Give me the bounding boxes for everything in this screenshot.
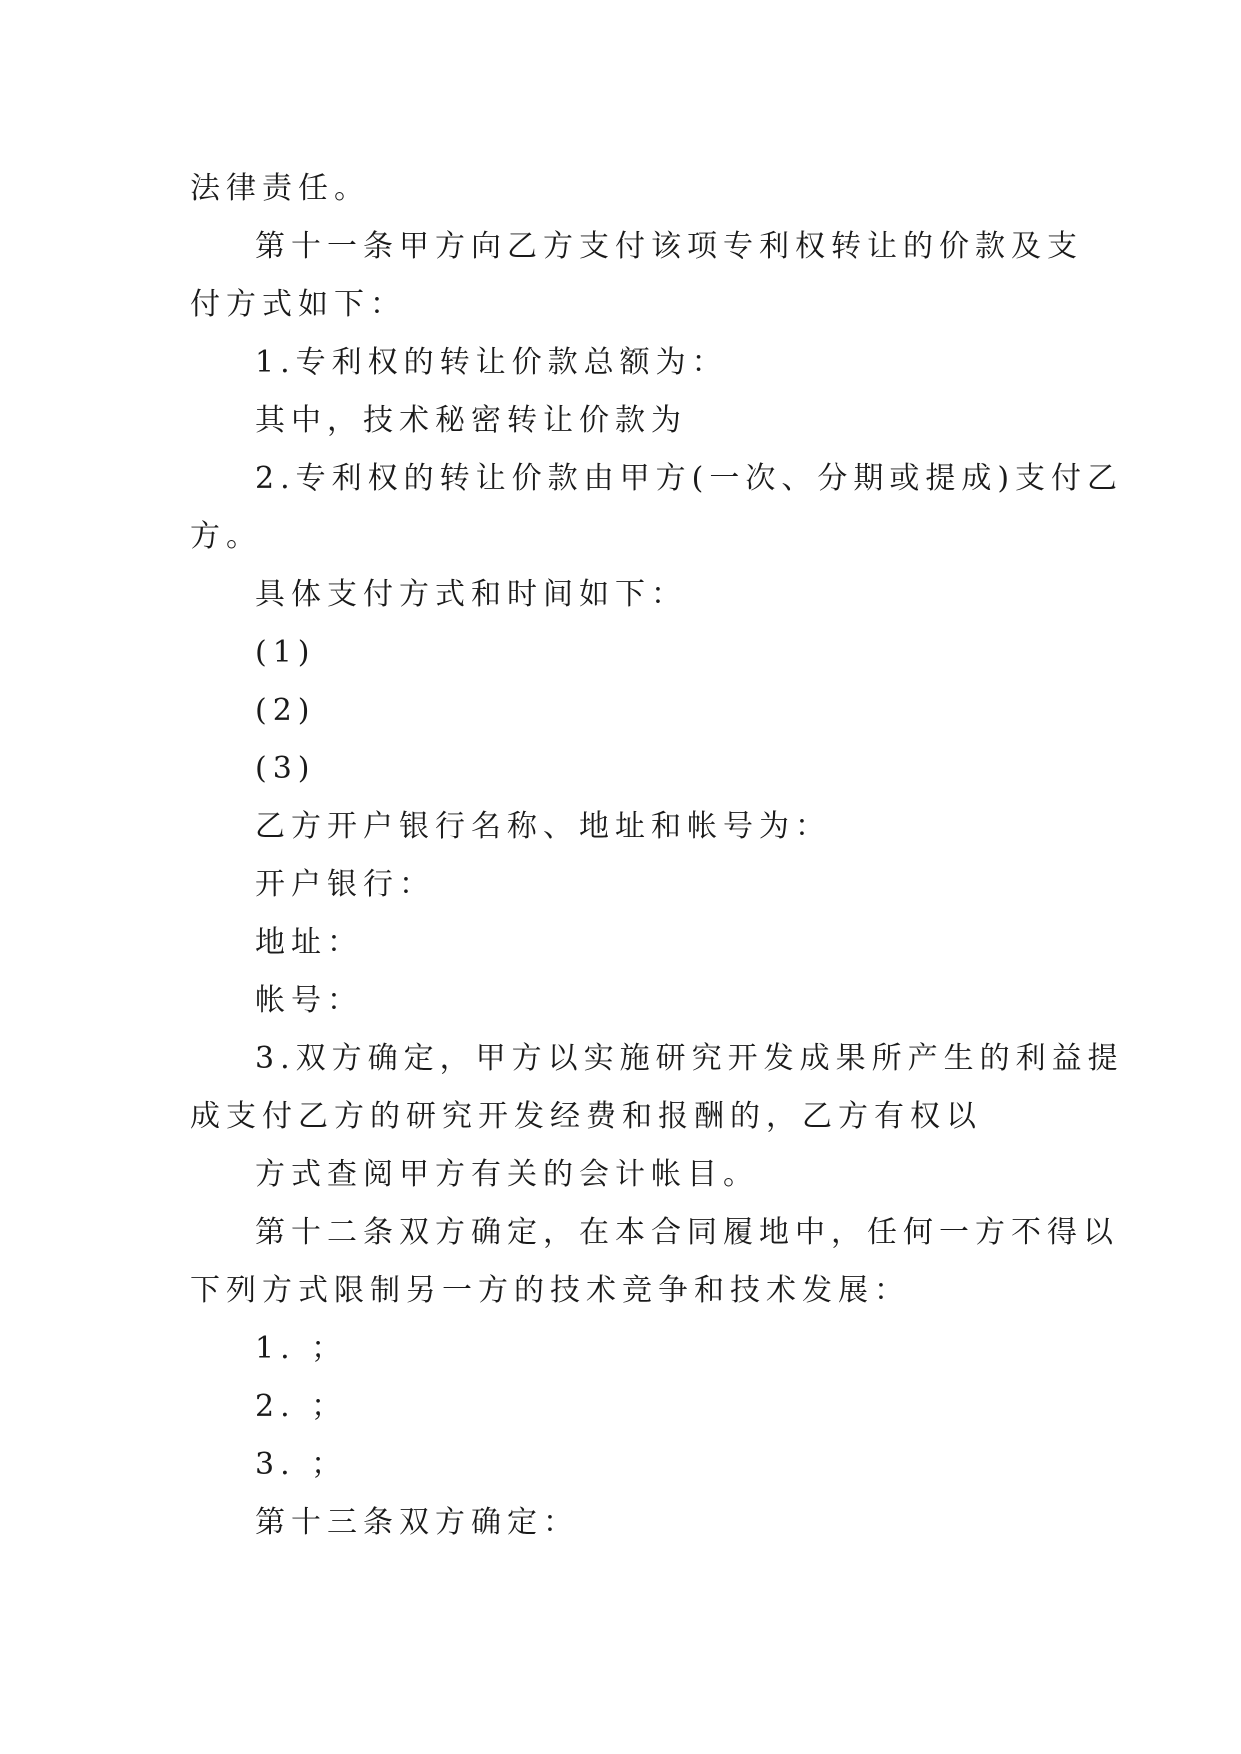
paragraph-line: 方式查阅甲方有关的会计帐目。 bbox=[255, 1157, 759, 1192]
article-11-heading: 第十一条甲方向乙方支付该项专利权转让的价款及支 bbox=[255, 229, 1083, 264]
list-item: 2.专利权的转让价款由甲方(一次、分期或提成)支付乙 bbox=[255, 461, 1124, 496]
paragraph-line: 方。 bbox=[190, 519, 262, 554]
article-13-heading: 第十三条双方确定： bbox=[255, 1505, 579, 1540]
paragraph-line: 其中，技术秘密转让价款为 bbox=[255, 403, 687, 438]
paragraph-line: 法律责任。 bbox=[190, 171, 370, 206]
list-item: 3.双方确定，甲方以实施研究开发成果所产生的利益提 bbox=[255, 1041, 1124, 1076]
list-item: 1. ； bbox=[255, 1331, 348, 1366]
list-item: 1.专利权的转让价款总额为： bbox=[255, 345, 728, 380]
list-item: (2) bbox=[255, 693, 316, 728]
document-body bbox=[190, 160, 1124, 1552]
list-item: 3. ； bbox=[255, 1447, 348, 1482]
paragraph-line: 成支付乙方的研究开发经费和报酬的，乙方有权以 bbox=[190, 1099, 982, 1134]
list-item: 2. ； bbox=[255, 1389, 348, 1424]
list-item: (3) bbox=[255, 751, 316, 786]
paragraph-line: 具体支付方式和时间如下： bbox=[255, 577, 687, 612]
paragraph-line: 付方式如下： bbox=[190, 287, 406, 322]
list-item: (1) bbox=[255, 635, 316, 670]
paragraph-line: 下列方式限制另一方的技术竞争和技术发展： bbox=[190, 1273, 910, 1308]
article-12-heading: 第十二条双方确定，在本合同履地中，任何一方不得以 bbox=[255, 1215, 1119, 1250]
account-number-field: 帐号： bbox=[255, 983, 363, 1018]
paragraph-line: 乙方开户银行名称、地址和帐号为： bbox=[255, 809, 831, 844]
address-field: 地址： bbox=[255, 925, 363, 960]
bank-name-field: 开户银行： bbox=[255, 867, 435, 902]
